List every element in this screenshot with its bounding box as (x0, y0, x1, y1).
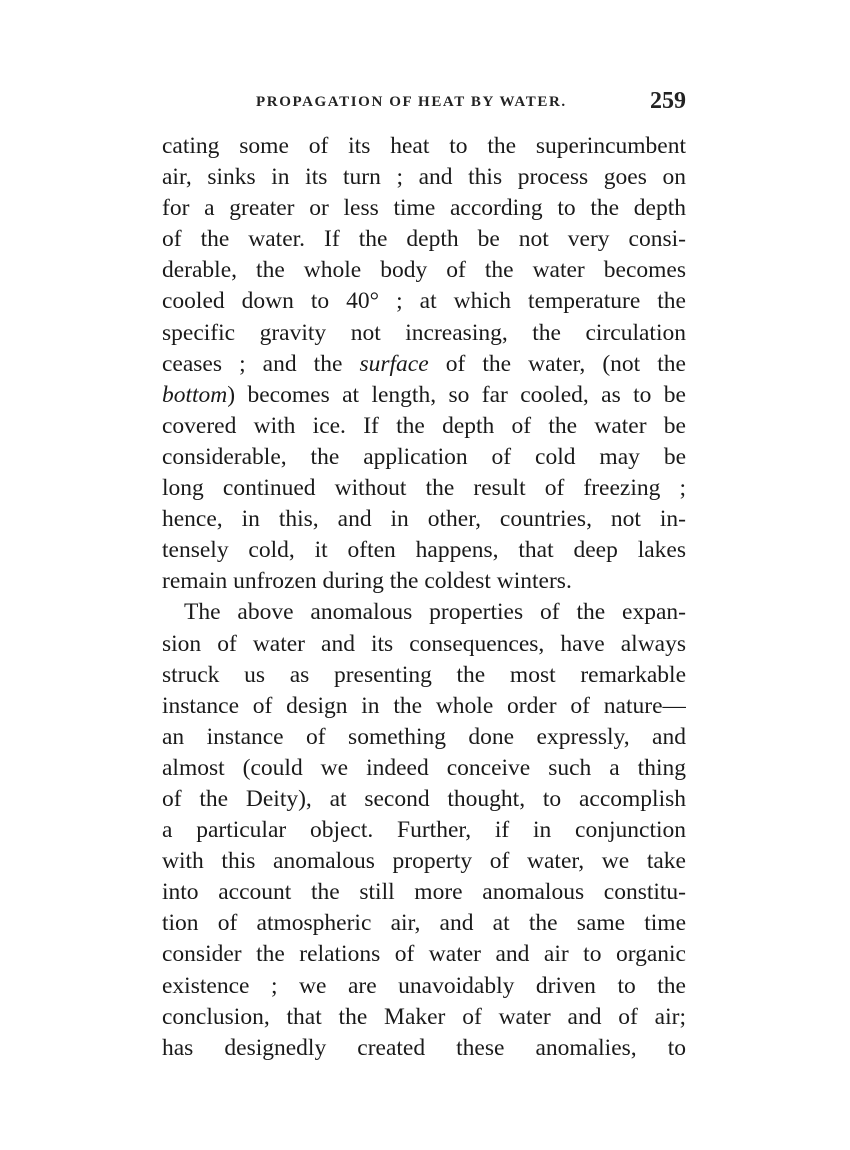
text-line (162, 380, 686, 411)
text-line: instance of design in the whole order of nature— (162, 692, 686, 719)
text-line: air, sinks in its turn ; and this process goes on (162, 164, 686, 191)
text-line: considerable, the application of cold may be (162, 443, 686, 470)
text-run: ) becomes at length, so far cooled, as to be (227, 381, 686, 408)
text-line: for a greater or less time according to the depth (162, 195, 686, 222)
text-line: almost (could we indeed conceive such a thing (162, 754, 686, 781)
text-line: cooled down to 40° ; at which temperature the (162, 288, 686, 315)
text-run: ceases ; and the (162, 350, 360, 377)
italic-word-bottom: bottom (162, 381, 228, 408)
text-line: long continued without the result of freezing ; (162, 475, 686, 502)
text-line: derable, the whole body of the water becomes (162, 257, 686, 284)
text-line: hence, in this, and in other, countries, not in- (162, 506, 686, 533)
text-line: existence ; we are unavoidably driven to the (162, 972, 686, 999)
text-line: has designedly created these anomalies, to (162, 1034, 686, 1061)
paragraph-2 (162, 597, 686, 1063)
text-line: into account the still more anomalous constitu- (162, 879, 686, 906)
text-run: of the water, (not the (428, 350, 686, 377)
text-line: covered with ice. If the depth of the water be (162, 412, 686, 439)
text-line: struck us as presenting the most remarkable (162, 661, 686, 688)
text-line: The above anomalous properties of the expan- (184, 599, 686, 626)
text-line: of the water. If the depth be not very consi- (162, 226, 686, 253)
text-line: of the Deity), at second thought, to accomplish (162, 785, 686, 812)
text-line: an instance of something done expressly, and (162, 723, 686, 750)
text-line: consider the relations of water and air to organic (162, 941, 686, 968)
italic-word-surface: surface (359, 350, 429, 377)
text-line: tensely cold, it often happens, that deep lakes (162, 537, 686, 564)
text-line: with this anomalous property of water, we take (162, 848, 686, 875)
text-line: cating some of its heat to the superincumbent (162, 133, 686, 159)
text-line: conclusion, that the Maker of water and of air; (162, 1003, 686, 1030)
text-line: a particular object. Further, if in conjunction (162, 817, 686, 844)
running-header (162, 88, 686, 118)
running-title: PROPAGATION OF HEAT BY WATER. (256, 94, 567, 110)
body-text (162, 131, 686, 1064)
text-line: remain unfrozen during the coldest winters. (162, 568, 572, 595)
text-line: tion of atmospheric air, and at the same time (162, 910, 686, 937)
paragraph-1 (162, 131, 686, 597)
page-number: 259 (650, 88, 686, 114)
text-line: sion of water and its consequences, have always (162, 630, 686, 657)
text-line (162, 349, 686, 380)
text-line: specific gravity not increasing, the circulation (162, 319, 686, 346)
